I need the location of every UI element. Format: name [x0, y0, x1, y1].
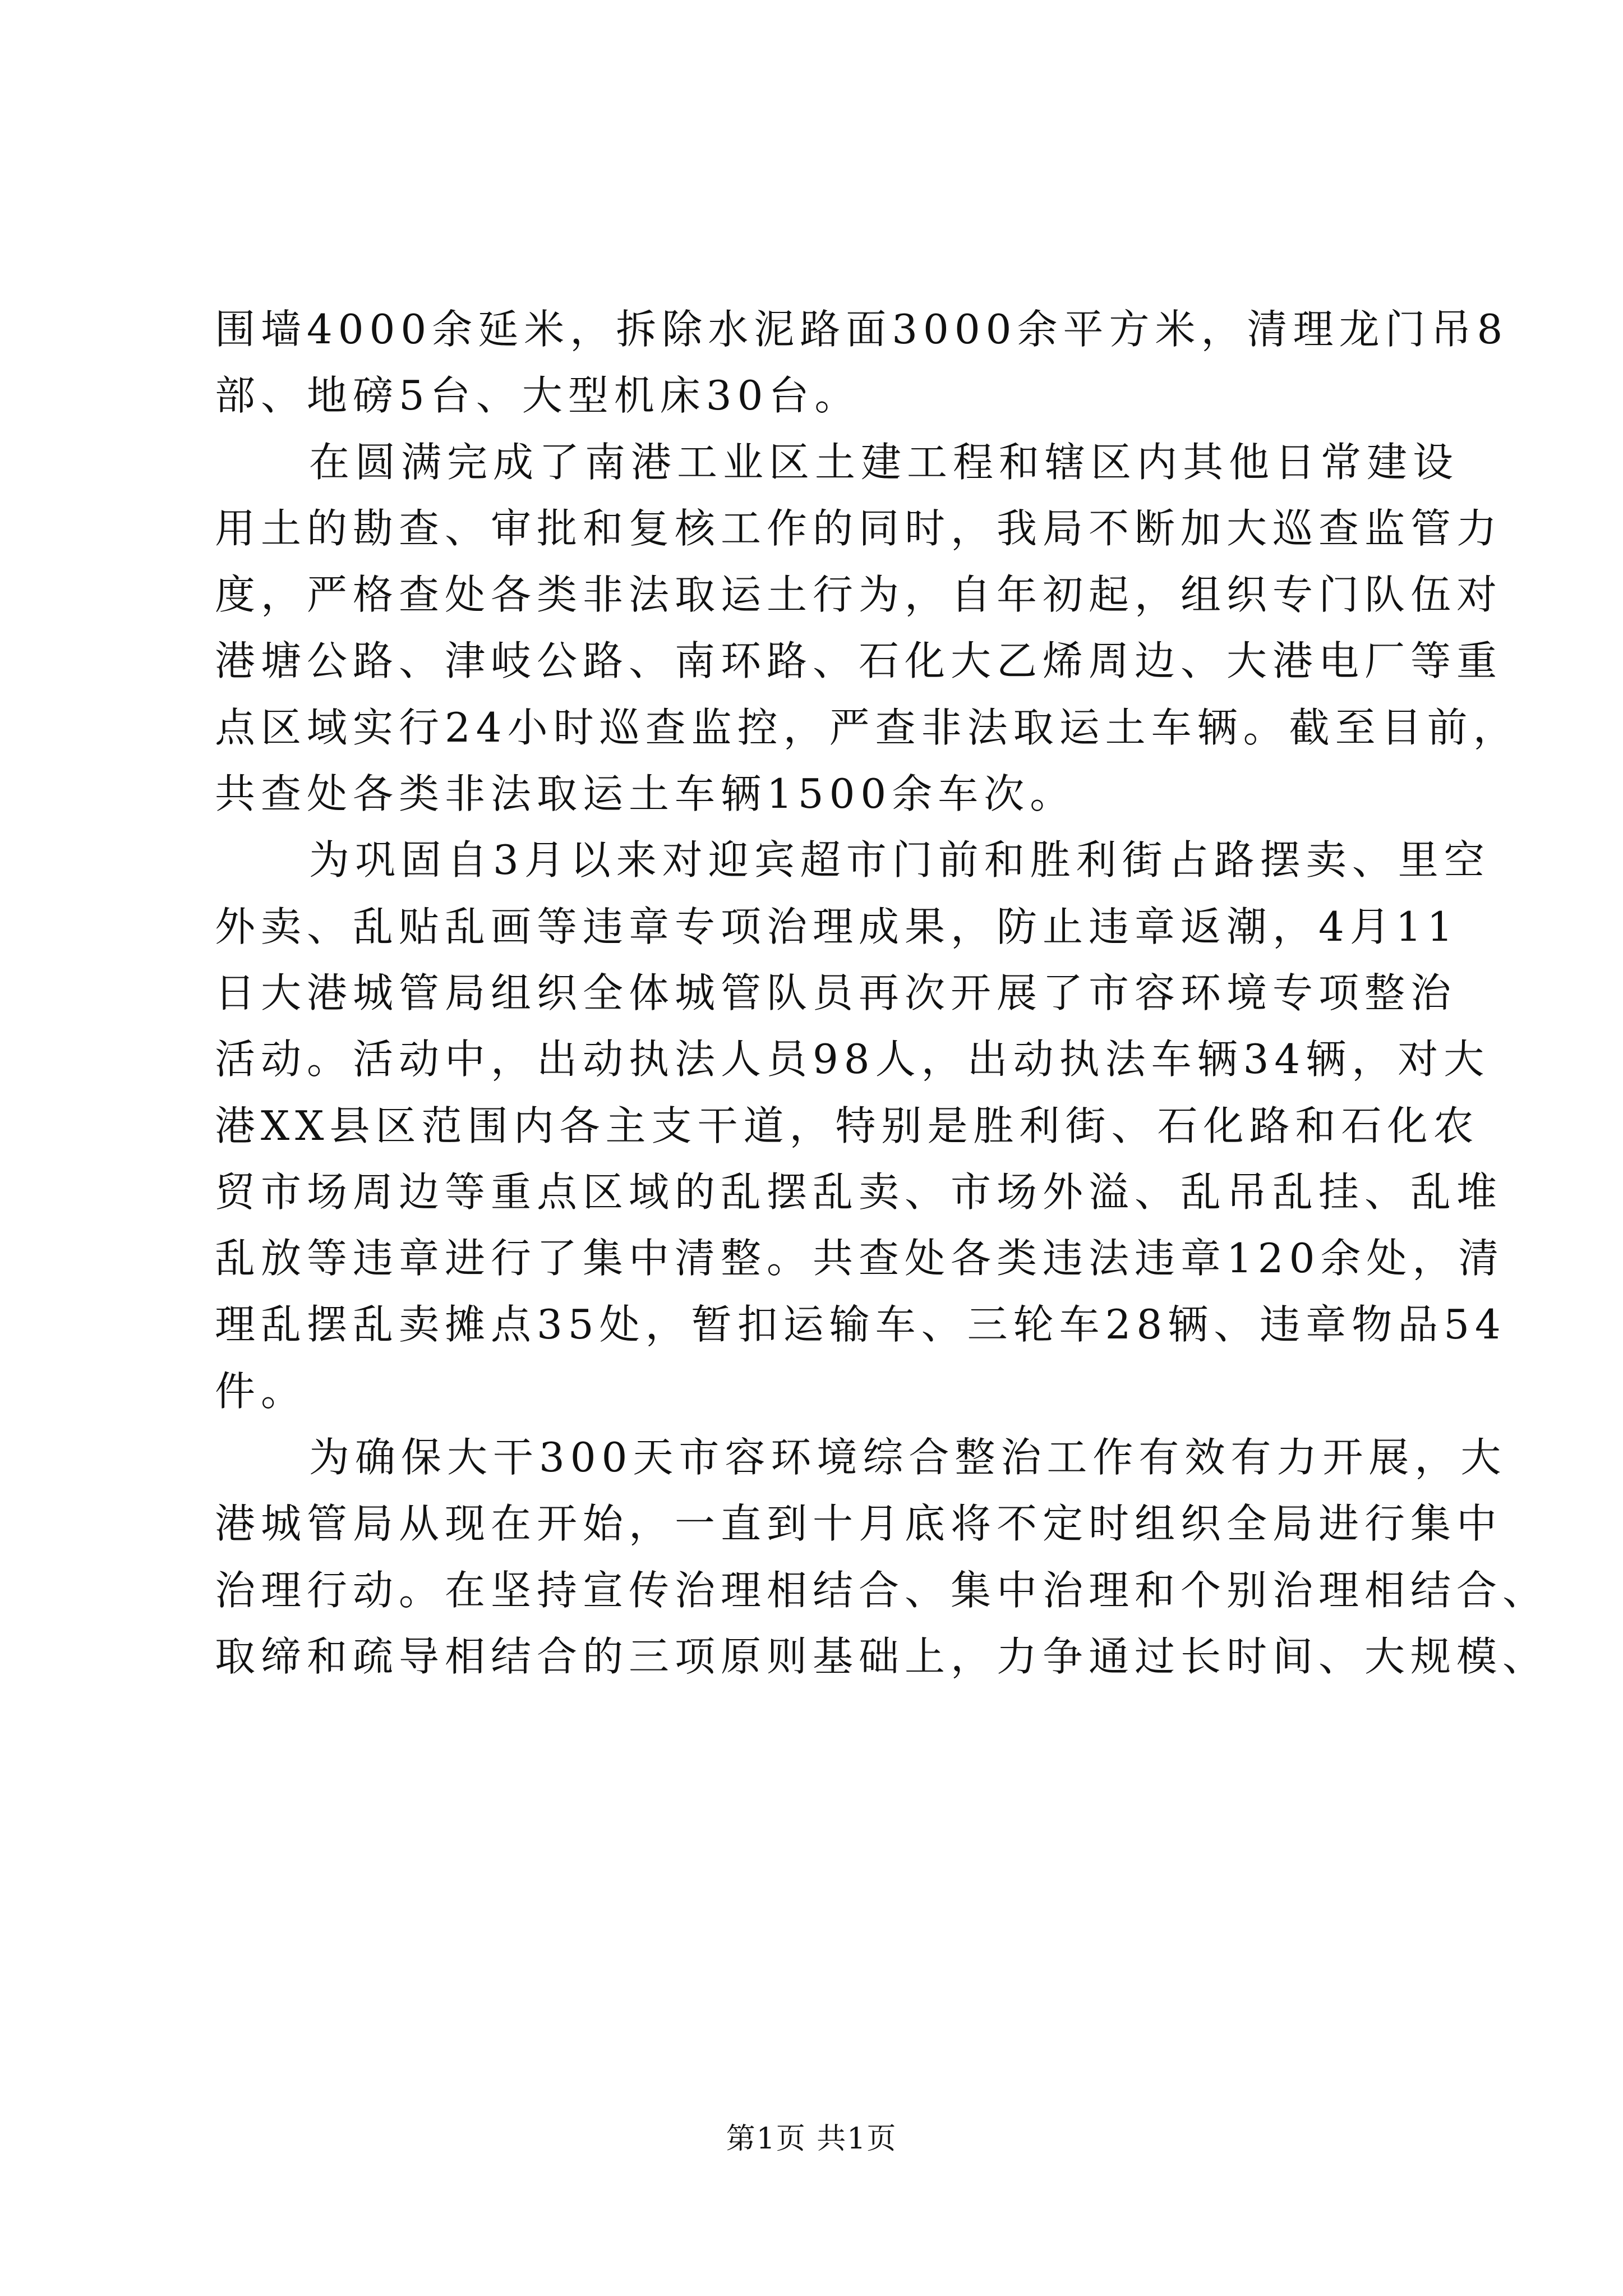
text-line: 日大港城管局组织全体城管队员再次开展了市容环境专项整治 — [215, 969, 1457, 1016]
text-line: 外卖、乱贴乱画等违章专项治理成果，防止违章返潮，4月11 — [215, 903, 1459, 950]
text-line: 港XX县区范围内各主支干道，特别是胜利街、石化路和石化农 — [215, 1102, 1479, 1149]
text-line: 活动。活动中，出动执法人员98人，出动执法车辆34辆，对大 — [215, 1036, 1490, 1083]
text-line: 用土的勘查、审批和复核工作的同时，我局不断加大巡查监管力 — [215, 504, 1503, 552]
text-line: 贸市场周边等重点区域的乱摆乱卖、市场外溢、乱吊乱挂、乱堆 — [215, 1168, 1503, 1216]
text-line: 共查处各类非法取运土车辆1500余车次。 — [215, 770, 1076, 818]
text-line: 治理行动。在坚持宣传治理相结合、集中治理和个别治理相结合、 — [215, 1566, 1549, 1614]
text-line: 为确保大干300天市容环境综合整治工作有效有力开展，大 — [309, 1434, 1507, 1481]
text-line: 港塘公路、津岐公路、南环路、石化大乙烯周边、大港电厂等重 — [215, 637, 1503, 685]
document-body — [215, 296, 1549, 1690]
text-line: 取缔和疏导相结合的三项原则基础上，力争通过长时间、大规模、 — [215, 1632, 1549, 1680]
text-line: 点区域实行24小时巡查监控，严查非法取运土车辆。截至目前， — [215, 703, 1519, 751]
text-line: 度，严格查处各类非法取运土行为，自年初起，组织专门队伍对 — [215, 571, 1503, 619]
text-line: 乱放等违章进行了集中清整。共查处各类违法违章120余处，清 — [215, 1235, 1505, 1282]
page-footer: 第1页 共1页 — [726, 2122, 897, 2156]
text-line: 港城管局从现在开始，一直到十月底将不定时组织全局进行集中 — [215, 1500, 1503, 1548]
text-line: 件。 — [215, 1367, 307, 1415]
text-line: 在圆满完成了南港工业区土建工程和辖区内其他日常建设 — [309, 438, 1459, 486]
text-line: 理乱摆乱卖摊点35处，暂扣运输车、三轮车28辆、违章物品54 — [215, 1301, 1506, 1349]
text-line: 部、地磅5台、大型机床30台。 — [215, 372, 861, 420]
text-line: 为巩固自3月以来对迎宾超市门前和胜利街占路摆卖、里空 — [309, 836, 1490, 884]
text-line: 围墙4000余延米，拆除水泥路面3000余平方米，清理龙门吊8 — [215, 306, 1509, 353]
